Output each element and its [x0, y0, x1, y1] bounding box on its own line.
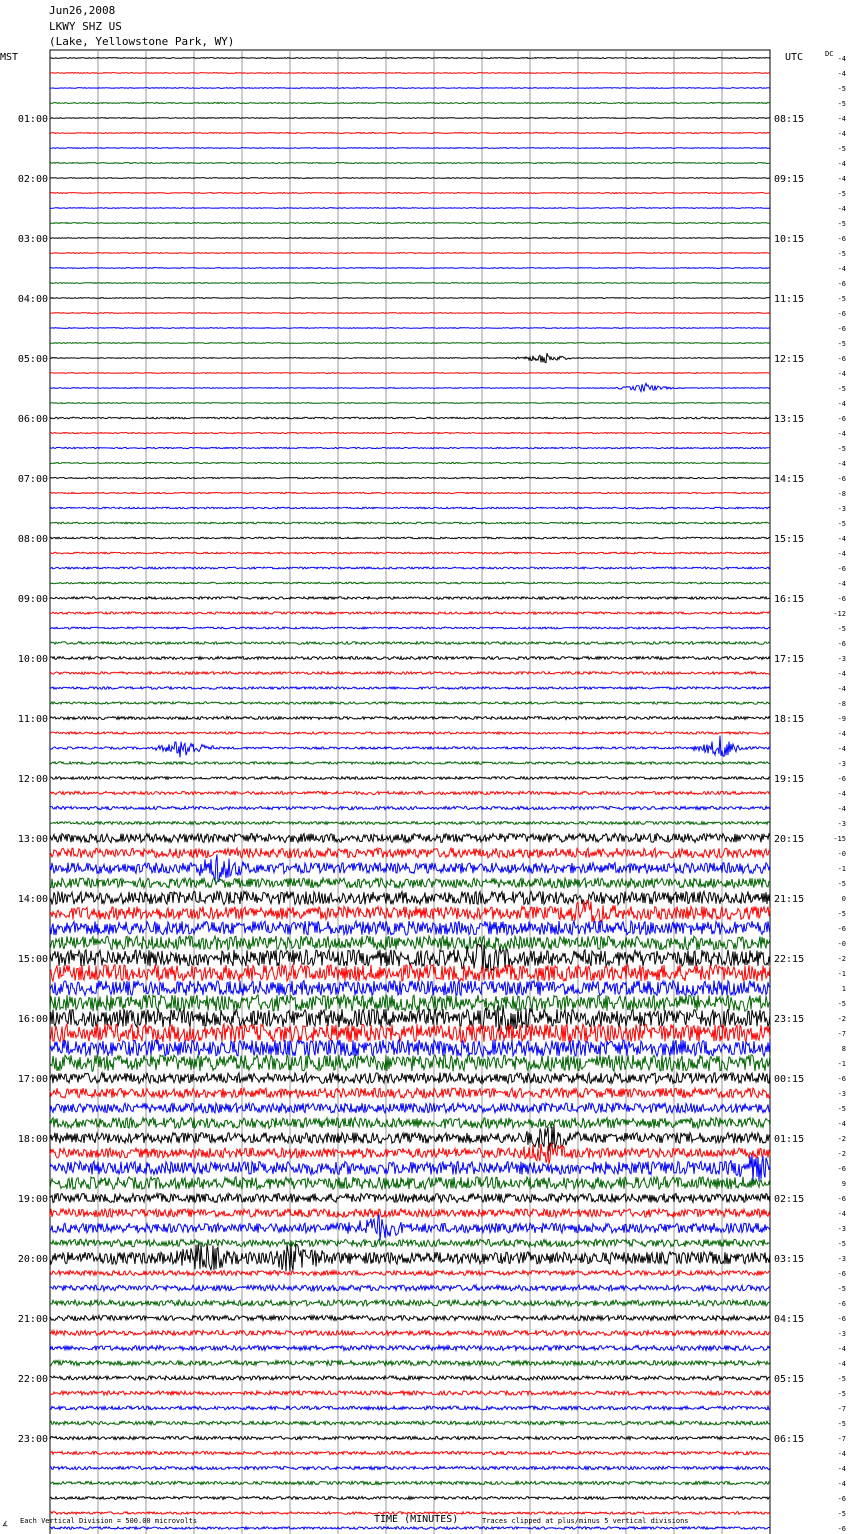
trace-56	[50, 878, 770, 888]
trace-17	[50, 298, 770, 299]
dc-offset-label: -6	[837, 475, 846, 483]
trace-60	[50, 936, 770, 950]
trace-15	[50, 268, 770, 269]
dc-offset-label: -5	[837, 1375, 846, 1383]
dc-offset-label: -5	[837, 100, 846, 108]
trace-80	[50, 1239, 770, 1246]
dc-offset-label: -3	[837, 1090, 846, 1098]
trace-66	[50, 1024, 770, 1042]
trace-78	[50, 1209, 770, 1217]
left-hour-label: 04:00	[17, 294, 48, 305]
dc-offset-label: -5	[837, 910, 846, 918]
dc-offset-label: -4	[837, 400, 846, 408]
trace-38	[50, 612, 770, 614]
trace-48	[50, 762, 770, 764]
right-hour-label: 19:15	[774, 774, 805, 785]
trace-70	[50, 1088, 770, 1098]
dc-offset-label: -4	[837, 175, 846, 183]
trace-16	[50, 283, 770, 284]
trace-47	[50, 736, 770, 758]
dc-offset-label: -5	[837, 1390, 846, 1398]
dc-offset-label: -6	[837, 235, 846, 243]
left-hour-label: 19:00	[17, 1194, 48, 1205]
dc-offset-label: -0	[837, 940, 846, 948]
dc-label: DC	[825, 50, 834, 58]
dc-offset-label: -12	[833, 610, 846, 618]
dc-offset-label: -6	[837, 1195, 846, 1203]
trace-21	[50, 353, 770, 363]
trace-58	[50, 900, 770, 923]
dc-offset-label: -3	[837, 760, 846, 768]
trace-76	[50, 1177, 770, 1189]
dc-offset-label: -3	[837, 1225, 846, 1233]
trace-84	[50, 1300, 770, 1306]
dc-offset-label: -6	[837, 310, 846, 318]
trace-69	[50, 1073, 770, 1084]
dc-offset-label: -4	[837, 685, 846, 693]
left-hour-label: 03:00	[17, 234, 48, 245]
dc-offset-label: -4	[837, 1450, 846, 1458]
right-hour-label: 10:15	[774, 234, 805, 245]
trace-1	[50, 58, 770, 59]
trace-39	[50, 627, 770, 629]
trace-68	[50, 1055, 770, 1071]
trace-10	[50, 193, 770, 194]
trace-64	[50, 995, 770, 1011]
left-hour-label: 20:00	[17, 1254, 48, 1265]
dc-offset-label: -6	[837, 775, 846, 783]
trace-85	[50, 1316, 770, 1321]
dc-offset-label: 8	[841, 1045, 846, 1053]
x-axis-title: TIME (MINUTES)	[374, 1514, 459, 1525]
left-hour-label: 17:00	[17, 1074, 48, 1085]
dc-offset-label: -5	[837, 625, 846, 633]
left-hour-label: 15:00	[17, 954, 48, 965]
trace-93	[50, 1436, 770, 1439]
right-hour-label: 08:15	[774, 114, 805, 125]
dc-offset-label: -4	[837, 1480, 846, 1488]
dc-offset-label: -4	[837, 1345, 846, 1353]
dc-offset-label: -4	[837, 745, 846, 753]
left-hour-label: 08:00	[17, 534, 48, 545]
dc-offset-label: 0	[841, 895, 846, 903]
dc-offset-label: -6	[837, 565, 846, 573]
trace-67	[50, 1040, 770, 1056]
trace-72	[50, 1118, 770, 1129]
dc-offset-label: -0	[837, 850, 846, 858]
trace-97	[50, 1497, 770, 1500]
dc-offset-label: -5	[837, 340, 846, 348]
trace-49	[50, 777, 770, 780]
dc-offset-label: -5	[837, 520, 846, 528]
left-hour-label: 12:00	[17, 774, 48, 785]
left-hour-label: 23:00	[17, 1434, 48, 1445]
dc-offset-label: -6	[837, 1075, 846, 1083]
dc-offset-label: -4	[837, 1360, 846, 1368]
corner-mark: ∡	[2, 1520, 9, 1528]
right-hour-label: 23:15	[774, 1014, 805, 1025]
dc-offset-label: -9	[837, 715, 846, 723]
dc-offset-label: -6	[837, 595, 846, 603]
dc-offset-label: -6	[837, 1495, 846, 1503]
trace-44	[50, 702, 770, 704]
trace-4	[50, 103, 770, 104]
left-hour-label: 01:00	[17, 114, 48, 125]
right-hour-label: 11:15	[774, 294, 805, 305]
dc-offset-label: -6	[837, 1165, 846, 1173]
dc-offset-label: -3	[837, 1330, 846, 1338]
trace-96	[50, 1481, 770, 1484]
dc-offset-label: -6	[837, 640, 846, 648]
trace-55	[50, 855, 770, 882]
trace-71	[50, 1103, 770, 1113]
dc-offset-label: -5	[837, 145, 846, 153]
trace-37	[50, 597, 770, 599]
dc-offset-label: -1	[837, 865, 846, 873]
dc-offset-label: -6	[837, 1525, 846, 1533]
trace-32	[50, 522, 770, 524]
trace-79	[50, 1215, 770, 1241]
dc-offset-label: -5	[837, 1105, 846, 1113]
dc-offset-label: -2	[837, 1150, 846, 1158]
dc-offset-label: -4	[837, 580, 846, 588]
dc-offset-label: -4	[837, 1120, 846, 1128]
dc-offset-label: -4	[837, 70, 846, 78]
dc-offset-label: -4	[837, 550, 846, 558]
trace-90	[50, 1391, 770, 1395]
trace-18	[50, 313, 770, 314]
dc-offset-label: -8	[837, 490, 846, 498]
trace-group	[50, 58, 770, 1534]
left-hour-label: 18:00	[17, 1134, 48, 1145]
trace-53	[50, 834, 770, 843]
trace-28	[50, 462, 770, 463]
trace-13	[50, 238, 770, 239]
left-timezone-label: MST	[0, 52, 19, 63]
right-hour-label: 21:15	[774, 894, 805, 905]
dc-offset-label: -5	[837, 1240, 846, 1248]
dc-offset-label: -4	[837, 205, 846, 213]
left-hour-label: 11:00	[17, 714, 48, 725]
left-hour-label: 05:00	[17, 354, 48, 365]
left-hour-label: 22:00	[17, 1374, 48, 1385]
trace-20	[50, 343, 770, 344]
trace-30	[50, 492, 770, 493]
trace-36	[50, 582, 770, 584]
dc-offset-label: -6	[837, 325, 846, 333]
trace-22	[50, 373, 770, 374]
dc-offset-label: -6	[837, 1300, 846, 1308]
right-hour-label: 20:15	[774, 834, 805, 845]
trace-94	[50, 1451, 770, 1454]
dc-offset-label: -4	[837, 430, 846, 438]
trace-34	[50, 552, 770, 554]
trace-45	[50, 717, 770, 720]
right-hour-label: 12:15	[774, 354, 805, 365]
right-hour-label: 04:15	[774, 1314, 805, 1325]
dc-offset-label: -6	[837, 355, 846, 363]
trace-2	[50, 73, 770, 74]
trace-54	[50, 848, 770, 858]
trace-59	[50, 921, 770, 935]
left-hour-label: 02:00	[17, 174, 48, 185]
trace-41	[50, 657, 770, 660]
dc-offset-label: -6	[837, 1315, 846, 1323]
dc-offset-label: -2	[837, 1015, 846, 1023]
dc-offset-label: -3	[837, 505, 846, 513]
left-hour-label: 09:00	[17, 594, 48, 605]
trace-33	[50, 537, 770, 539]
dc-offset-label: -5	[837, 85, 846, 93]
left-hour-label: 14:00	[17, 894, 48, 905]
trace-31	[50, 507, 770, 509]
trace-3	[50, 88, 770, 89]
dc-offset-label: -4	[837, 115, 846, 123]
dc-offset-label: 9	[841, 1180, 846, 1188]
right-hour-label: 02:15	[774, 1194, 805, 1205]
left-hour-label: 13:00	[17, 834, 48, 845]
trace-25	[50, 417, 770, 419]
dc-offset-label: -2	[837, 1135, 846, 1143]
trace-42	[50, 672, 770, 675]
trace-51	[50, 806, 770, 809]
trace-74	[50, 1143, 770, 1164]
trace-24	[50, 403, 770, 404]
dc-offset-label: -5	[837, 220, 846, 228]
trace-23	[50, 383, 770, 391]
dc-offset-label: -4	[837, 160, 846, 168]
trace-6	[50, 133, 770, 134]
dc-offset-label: -4	[837, 670, 846, 678]
trace-81	[50, 1245, 770, 1272]
right-hour-label: 18:15	[774, 714, 805, 725]
dc-offset-label: -4	[837, 730, 846, 738]
dc-offset-label: -7	[837, 1030, 846, 1038]
right-hour-label: 01:15	[774, 1134, 805, 1145]
dc-offset-label: -3	[837, 1255, 846, 1263]
right-hour-label: 09:15	[774, 174, 805, 185]
dc-offset-label: -8	[837, 700, 846, 708]
trace-95	[50, 1466, 770, 1469]
left-hour-label: 16:00	[17, 1014, 48, 1025]
right-hour-label: 13:15	[774, 414, 805, 425]
trace-27	[50, 447, 770, 448]
dc-offset-label: -5	[837, 250, 846, 258]
dc-offset-label: -5	[837, 1420, 846, 1428]
trace-88	[50, 1361, 770, 1366]
trace-63	[50, 981, 770, 996]
dc-offset-label: -4	[837, 805, 846, 813]
left-hour-label: 10:00	[17, 654, 48, 665]
dc-offset-label: 1	[841, 985, 846, 993]
dc-offset-label: -4	[837, 460, 846, 468]
header-location: (Lake, Yellowstone Park, WY)	[49, 35, 235, 48]
dc-offset-label: -1	[837, 970, 846, 978]
header-date: Jun26,2008	[49, 4, 116, 17]
trace-40	[50, 642, 770, 645]
trace-50	[50, 791, 770, 794]
trace-99	[50, 1527, 770, 1529]
dc-offset-label: -5	[837, 445, 846, 453]
trace-77	[50, 1194, 770, 1203]
trace-12	[50, 223, 770, 224]
trace-92	[50, 1421, 770, 1425]
right-hour-label: 00:15	[774, 1074, 805, 1085]
right-timezone-label: UTC	[785, 52, 804, 63]
dc-offset-label: -3	[837, 820, 846, 828]
trace-62	[50, 965, 770, 981]
dc-offset-label: -2	[837, 955, 846, 963]
right-hour-label: 22:15	[774, 954, 805, 965]
right-hour-label: 06:15	[774, 1434, 805, 1445]
right-hour-label: 16:15	[774, 594, 805, 605]
trace-35	[50, 567, 770, 569]
dc-offset-label: -5	[837, 190, 846, 198]
right-hour-label: 14:15	[774, 474, 805, 485]
dc-offset-label: -1	[837, 1060, 846, 1068]
clip-note: Traces clipped at plus/minus 5 vertical divisions	[482, 1517, 689, 1525]
trace-46	[50, 732, 770, 734]
dc-offset-label: -4	[837, 1210, 846, 1218]
trace-7	[50, 148, 770, 149]
trace-87	[50, 1346, 770, 1351]
dc-offset-label: -5	[837, 1510, 846, 1518]
trace-5	[50, 118, 770, 119]
scale-note: Each Vertical Division = 500.00 microvolts	[20, 1517, 198, 1525]
trace-29	[50, 477, 770, 478]
dc-offset-label: -3	[837, 655, 846, 663]
trace-9	[50, 178, 770, 179]
dc-offset-label: -6	[837, 280, 846, 288]
left-hour-label: 21:00	[17, 1314, 48, 1325]
right-hour-label: 17:15	[774, 654, 805, 665]
left-hour-label: 06:00	[17, 414, 48, 425]
trace-8	[50, 163, 770, 164]
right-hour-label: 03:15	[774, 1254, 805, 1265]
dc-offset-label: -4	[837, 790, 846, 798]
dc-offset-label: -7	[837, 1435, 846, 1443]
dc-offset-label: -5	[837, 1000, 846, 1008]
trace-52	[50, 822, 770, 825]
dc-offset-label: -15	[833, 835, 846, 843]
trace-91	[50, 1406, 770, 1410]
left-hour-label: 07:00	[17, 474, 48, 485]
trace-57	[50, 891, 770, 904]
dc-offset-label: -4	[837, 55, 846, 63]
trace-26	[50, 432, 770, 433]
trace-11	[50, 208, 770, 209]
trace-14	[50, 253, 770, 254]
dc-offset-label: -5	[837, 880, 846, 888]
dc-offset-label: -4	[837, 130, 846, 138]
trace-89	[50, 1376, 770, 1380]
dc-offset-label: -5	[837, 1285, 846, 1293]
right-hour-label: 15:15	[774, 534, 805, 545]
dc-offset-label: -7	[837, 1405, 846, 1413]
dc-offset-label: -4	[837, 370, 846, 378]
dc-offset-label: -6	[837, 1270, 846, 1278]
dc-offset-label: -5	[837, 295, 846, 303]
right-hour-label: 05:15	[774, 1374, 805, 1385]
dc-offset-label: -6	[837, 415, 846, 423]
dc-offset-label: -4	[837, 265, 846, 273]
trace-83	[50, 1285, 770, 1291]
header-station: LKWY SHZ US	[49, 20, 122, 33]
dc-offset-label: -5	[837, 385, 846, 393]
dc-offset-label: -4	[837, 1465, 846, 1473]
trace-86	[50, 1331, 770, 1336]
trace-82	[50, 1271, 770, 1276]
trace-43	[50, 687, 770, 689]
dc-offset-label: -4	[837, 535, 846, 543]
dc-offset-label: -6	[837, 925, 846, 933]
trace-73	[50, 1125, 770, 1152]
trace-19	[50, 328, 770, 329]
